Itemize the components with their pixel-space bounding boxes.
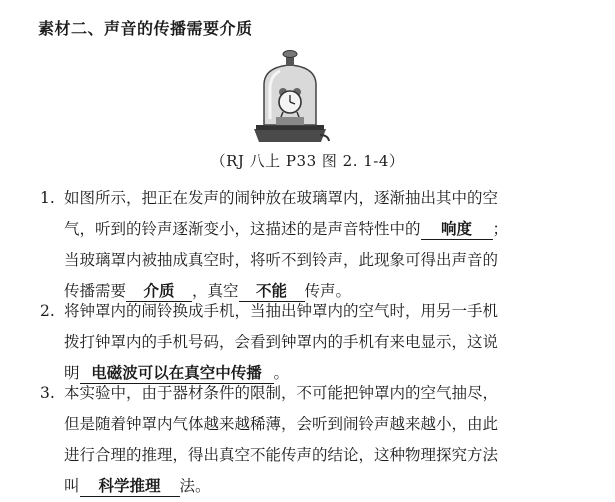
q1-text-4a: 传播需要 (64, 282, 127, 300)
q3-line-2 (40, 409, 600, 440)
q3-text-3: 进行合理的推理，得出真空不能传声的结论，这种物理探究方法 (64, 446, 499, 464)
q1-line-2 (40, 214, 600, 245)
q1-text-2a: 气，听到的铃声逐渐变小，这描述的是声音特性中的 (64, 220, 421, 238)
q3-answer: 科学推理 (80, 476, 180, 497)
q3-text-4a: 叫 (64, 477, 80, 495)
q3-text-1: 本实验中，由于器材条件的限制，不可能把钟罩内的空气抽尽， (64, 384, 499, 402)
q2-answer: 电磁波可以在真空中传播 (80, 363, 274, 384)
q1-text-3: 当玻璃罩内被抽成真空时，将听不到铃声，此现象可得出声音的 (64, 251, 499, 269)
question-number: 3. (40, 384, 55, 402)
question-2 (40, 296, 600, 389)
q2-text-1: 将钟罩内的闹铃换成手机，当抽出钟罩内的空气时，用另一手机 (64, 302, 499, 320)
q1-text-4c: 传声。 (304, 282, 352, 300)
q3-line-4 (40, 471, 600, 502)
question-number: 1. (40, 189, 55, 207)
q3-line-3 (40, 440, 600, 471)
q2-text-3a: 明 (64, 364, 80, 382)
q2-line-2 (40, 327, 600, 358)
q1-line-3 (40, 245, 600, 276)
q1-answer-1: 响度 (421, 219, 493, 240)
q2-text-3b: 。 (273, 364, 290, 382)
question-number: 2. (40, 302, 55, 320)
q3-line-1 (40, 378, 600, 409)
bell-jar-alarm-clock-figure (250, 45, 330, 150)
q1-text-4b: ，真空 (192, 282, 239, 300)
section-title: 素材二、声音的传播需要介质 (38, 19, 253, 38)
q1-text-2b: ； (492, 220, 509, 238)
question-1 (40, 183, 600, 307)
question-3 (40, 378, 600, 502)
q1-answer-3: 不能 (239, 281, 305, 302)
q3-text-2: 但是随着钟罩内气体越来越稀薄，会听到闹铃声越来越小，由此 (64, 415, 499, 433)
figure-caption: （RJ 八上 P33 图 2. 1-4） (210, 152, 405, 170)
q2-line-1 (40, 296, 600, 327)
q1-text-1: 如图所示，把正在发声的闹钟放在玻璃罩内，逐渐抽出其中的空 (64, 189, 499, 207)
q1-answer-2: 介质 (126, 281, 192, 302)
q1-line-1 (40, 183, 600, 214)
q2-text-2: 拨打钟罩内的手机号码，会看到钟罩内的手机有来电显示，这说 (64, 333, 499, 351)
q3-text-4b: 法。 (179, 477, 211, 495)
